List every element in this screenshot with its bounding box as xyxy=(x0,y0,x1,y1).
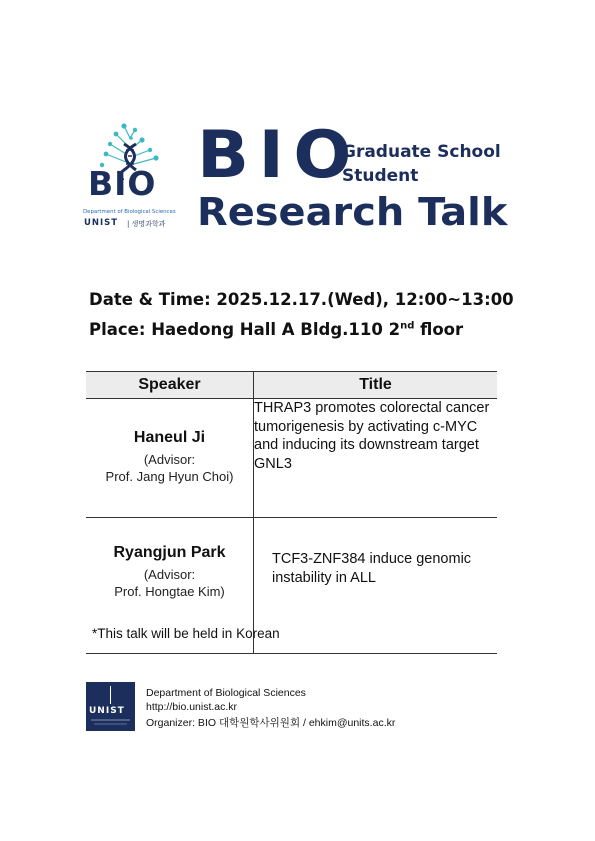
title-bio: BIO xyxy=(197,118,361,193)
place-line xyxy=(89,320,463,339)
footer-logo-text: UNIST xyxy=(89,706,125,716)
subtitle-student: Student xyxy=(342,166,419,186)
place-main-text: Place: Haedong Hall A Bldg.110 2 xyxy=(89,320,401,339)
footer-department: Department of Biological Sciences xyxy=(146,687,306,699)
advisor-name: Prof. Jang Hyun Choi) xyxy=(105,469,234,484)
logo-department-text: Department of Biological Sciences xyxy=(83,209,176,215)
table-header-row xyxy=(86,372,497,399)
bio-logo xyxy=(80,120,190,232)
table-row xyxy=(86,399,497,518)
talk-title: THRAP3 promotes colorectal cancer tumorigenesis by activating c-MYC and inducing its downstream target GNL3 xyxy=(254,399,498,518)
advisor-name: Prof. Hongtae Kim) xyxy=(114,584,225,599)
unist-footer-logo xyxy=(86,682,135,731)
footer-url-link[interactable]: http://bio.unist.ac.kr xyxy=(146,701,238,713)
speaker-table xyxy=(86,371,497,654)
logo-bio-text: BIO xyxy=(88,164,157,203)
header-speaker: Speaker xyxy=(86,372,254,399)
speaker-name: Haneul Ji xyxy=(133,429,206,446)
logo-unist-text: UNIST xyxy=(84,218,119,228)
title-research-talk: Research Talk xyxy=(197,190,508,234)
talk-title: TCF3-ZNF384 induce genomic instability in ALL xyxy=(254,518,498,654)
advisor-label: (Advisor: xyxy=(143,452,196,467)
subtitle-graduate-school: Graduate School xyxy=(342,142,501,162)
date-time-line: Date & Time: 2025.12.17.(Wed), 12:00~13:00 xyxy=(89,290,514,309)
place-superscript: nd xyxy=(400,320,415,332)
header-title: Title xyxy=(254,372,498,399)
place-end-text: floor xyxy=(414,320,464,339)
speaker-cell xyxy=(86,399,254,518)
logo-korean-text: | 생명과학과 xyxy=(127,220,166,228)
speaker-name: Ryangjun Park xyxy=(113,544,226,561)
language-note: *This talk will be held in Korean xyxy=(92,626,280,641)
footer-organizer: Organizer: BIO 대학원학사위원회 / ehkim@units.ac.kr xyxy=(146,717,396,729)
advisor-label: (Advisor: xyxy=(143,567,196,582)
